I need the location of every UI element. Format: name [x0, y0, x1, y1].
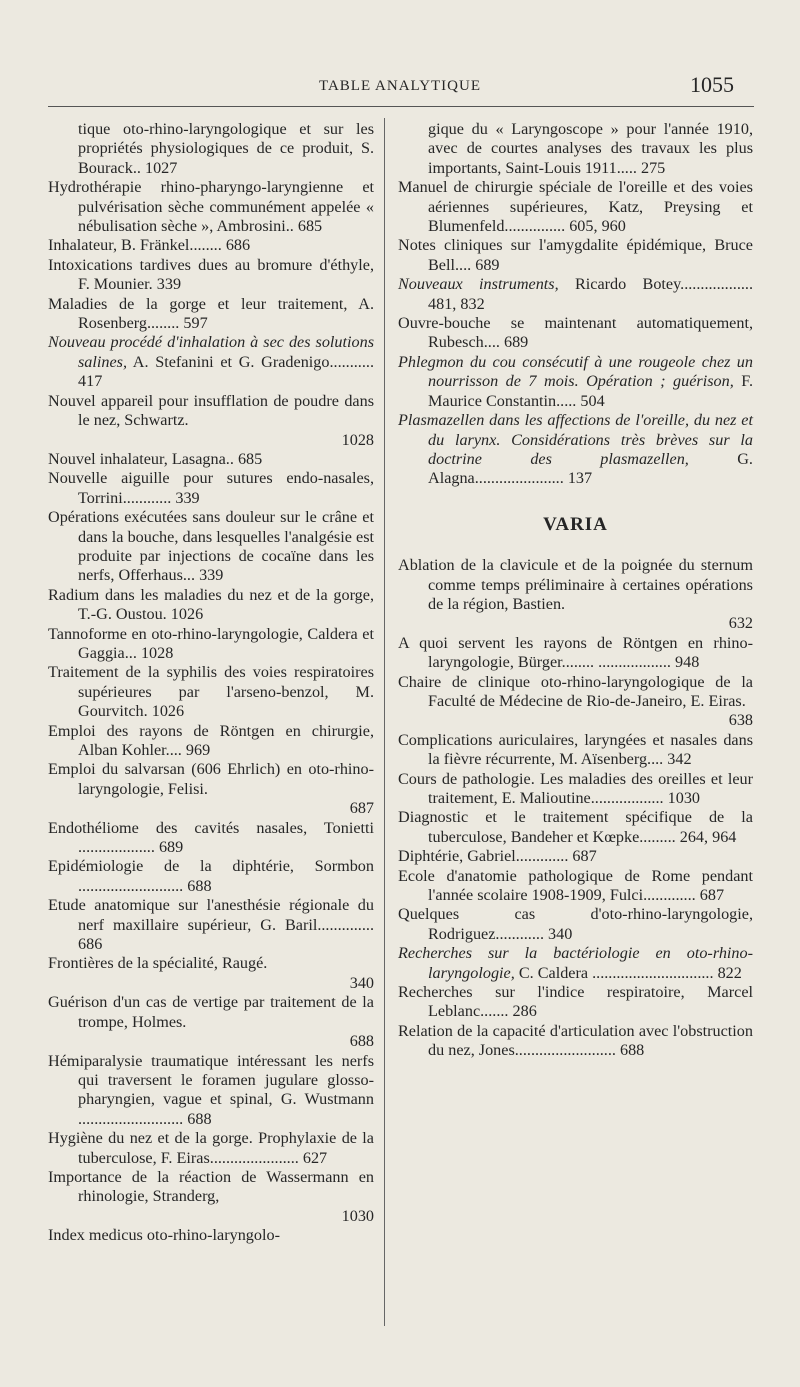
entry-text: Radium dans les maladies du nez et de la gorge, T.-G. Oustou. — [48, 585, 374, 624]
entry-page-ref: 969 — [185, 741, 211, 759]
entry-page-ref: 688 — [619, 1041, 645, 1060]
entry-page-ref: 688 — [349, 1032, 374, 1051]
entry-page-ref: 686 — [225, 236, 251, 255]
entry-page-ref: 689 — [158, 838, 184, 857]
entry-page-ref: 689 — [475, 255, 500, 274]
index-entry — [398, 731, 753, 770]
entry-page-ref: 417 — [78, 372, 103, 391]
entry-page-ref: 275 — [640, 158, 666, 177]
right-column-entries — [398, 120, 753, 489]
entry-text: G. Alagna...................... — [428, 449, 753, 488]
index-entry — [48, 819, 374, 858]
index-entry — [398, 808, 753, 847]
section-heading-varia: VARIA — [543, 513, 608, 535]
index-entry — [48, 857, 374, 896]
index-entry — [48, 178, 374, 236]
entry-text: Emploi du salvarsan (606 Ehrlich) en oto-rhino-laryngologie, Felisi. — [48, 760, 374, 798]
entry-text: A. Stefanini et G. Gradenigo........... — [127, 352, 374, 371]
entry-text: Nouvelle aiguille pour sutures endo-nasales, Torrini............ — [48, 469, 374, 507]
entry-text: F. Maurice Constantin..... — [428, 372, 753, 410]
entry-text: Index medicus oto-rhino-laryngolo- — [48, 1226, 280, 1245]
entry-page-ref: 339 — [175, 488, 200, 507]
entry-title-italic: Recherches sur la bactériologie en oto-rhino-laryngologie, — [398, 944, 753, 982]
entry-text: Tannoforme en oto-rhino-laryngologie, Caldera et Gaggia... — [48, 624, 374, 662]
entry-page-ref: 685 — [297, 217, 323, 236]
entry-text: Quelques cas d'oto-rhino-laryngologie, Rodriguez............ — [398, 905, 753, 943]
index-entry — [398, 411, 753, 489]
entry-text: Importance de la réaction de Wassermann en rhinologie, Stranderg, — [48, 1167, 374, 1206]
index-entry — [398, 983, 753, 1022]
column-divider — [384, 118, 385, 1326]
entry-page-ref: 686 — [78, 935, 103, 954]
entry-text: Nouvel appareil pour insufflation de poudre dans le nez, Schwartz. — [48, 391, 374, 430]
entry-page-ref: 137 — [567, 469, 593, 488]
page-number: 1055 — [690, 72, 734, 97]
entry-page-ref: 597 — [183, 314, 208, 333]
index-entry — [48, 256, 374, 295]
index-entry — [48, 1129, 374, 1168]
entry-title-italic: Nouveau procédé d'inhalation à sec des solutions salines, — [48, 333, 374, 371]
entry-text: Epidémiologie de la diphtérie, Sormbon .......................... — [48, 857, 374, 895]
index-entry — [398, 1022, 753, 1061]
entry-text: Opérations exécutées sans douleur sur le crâne et dans la bouche, dans lesquelles l'analgésie est produite par injections de cocaïne dans les nerfs, Offerhaus... — [48, 508, 374, 585]
entry-page-ref: 340 — [548, 924, 573, 943]
entry-page-ref: 689 — [503, 333, 529, 352]
entry-text: Traitement de la syphilis des voies respiratoires supérieures par l'arseno-benzol, M. Gourvitch. — [48, 663, 374, 721]
index-entry — [48, 586, 374, 625]
entry-page-ref: 687 — [349, 799, 374, 818]
entry-text: Cours de pathologie. Les maladies des oreilles et leur traitement, E. Malioutine.................. — [398, 769, 753, 807]
index-entry — [48, 469, 374, 508]
header-rule — [48, 106, 754, 107]
left-column — [48, 120, 374, 1246]
entry-page-ref: 342 — [667, 750, 692, 769]
index-entry — [398, 314, 753, 353]
entry-text: Diphtérie, Gabriel............. — [398, 847, 569, 866]
index-entry — [48, 392, 374, 450]
entry-page-ref: 1028 — [140, 643, 174, 662]
entry-page-ref: 687 — [572, 847, 597, 866]
index-entry — [48, 508, 374, 586]
index-entry — [48, 1168, 374, 1226]
entry-text: Intoxications tardives dues au bromure d'éthyle, F. Mounier. — [48, 255, 374, 294]
entry-page-ref: 605, 960 — [569, 217, 626, 236]
entry-text: Ouvre-bouche se maintenant automatiquement, Rubesch.... — [398, 314, 753, 352]
entry-text: Chaire de clinique oto-rhino-laryngologique de la Faculté de Médecine de Rio-de-Janeiro, E. Eiras. — [398, 672, 753, 710]
index-entry — [398, 944, 753, 983]
index-entry — [398, 353, 753, 411]
index-entry — [398, 905, 753, 944]
entry-page-ref: 638 — [728, 711, 753, 730]
entry-page-ref: 688 — [187, 1109, 212, 1128]
index-entry — [398, 847, 753, 866]
index-entry — [398, 770, 753, 809]
entry-text: Emploi des rayons de Röntgen en chirurgie, Alban Kohler.... — [48, 721, 374, 759]
index-entry — [398, 275, 753, 314]
entry-page-ref: 1030 — [667, 789, 700, 807]
entry-page-ref: 481, 832 — [428, 294, 485, 313]
entry-title-italic: Phlegmon du cou consécutif à une rougeole chez un nourrisson de 7 mois. Opération ; guérison, — [398, 352, 753, 391]
entry-page-ref: 1026 — [170, 605, 204, 624]
entry-page-ref: 688 — [187, 876, 212, 895]
entry-page-ref: 1026 — [151, 702, 185, 721]
index-entry — [398, 178, 753, 236]
index-entry — [398, 673, 753, 731]
entry-page-ref: 687 — [699, 886, 725, 905]
index-entry — [48, 333, 374, 391]
entry-text: C. Caldera .............................. — [514, 963, 714, 982]
entry-text: Manuel de chirurgie spéciale de l'oreille et des voies aériennes supérieures, Katz, Preysing et Blumenfeld............... — [398, 178, 753, 236]
index-entry — [48, 1052, 374, 1130]
index-entry — [48, 625, 374, 664]
index-entry — [48, 1226, 374, 1245]
entry-text: Ablation de la clavicule et de la poignée du sternum comme temps préliminaire à certaines opérations de la région, Bastien. — [398, 556, 753, 613]
entry-page-ref: 286 — [512, 1002, 537, 1021]
entry-page-ref: 339 — [199, 566, 224, 585]
entry-text: Frontières de la spécialité, Raugé. — [48, 954, 268, 973]
entry-page-ref: 1030 — [341, 1206, 374, 1225]
entry-text: Hémiparalysie traumatique intéressant les nerfs qui traversent le foramen jugulare glosso-pharyngien, vague et spinal, G. Wustmann .......................... — [48, 1051, 374, 1128]
entry-text: Maladies de la gorge et leur traitement, A. Rosenberg........ — [48, 294, 374, 333]
index-entry — [48, 760, 374, 818]
entry-text: Hydrothérapie rhino-pharyngo-laryngienne et pulvérisation sèche communément appelée « nébulisation sèche », Ambrosini.. — [48, 178, 374, 236]
entry-text: Recherches sur l'indice respiratoire, Marcel Leblanc....... — [398, 983, 753, 1021]
index-entry — [48, 896, 374, 954]
running-header: TABLE ANALYTIQUE — [318, 78, 482, 94]
varia-entries — [398, 556, 753, 1061]
entry-text: Relation de la capacité d'articulation avec l'obstruction du nez, Jones......................... — [398, 1021, 753, 1060]
entry-page-ref: 632 — [728, 614, 753, 633]
entry-page-ref: 264, 964 — [679, 827, 737, 846]
entry-text: Nouvel inhalateur, Lasagna.. — [48, 449, 234, 468]
entry-page-ref: 948 — [675, 653, 700, 672]
index-entry — [48, 295, 374, 334]
index-entry — [398, 120, 753, 178]
entry-text: Hygiène du nez et de la gorge. Prophylaxie de la tuberculose, F. Eiras...................... — [48, 1129, 374, 1167]
entry-text: Notes cliniques sur l'amygdalite épidémique, Bruce Bell.... — [398, 236, 753, 274]
index-entry — [398, 556, 753, 634]
index-entry — [48, 954, 374, 993]
entry-title-italic: Nouveaux instruments, — [398, 275, 559, 294]
entry-text: Diagnostic et le traitement spécifique de la tuberculose, Bandeher et Kœpke......... — [398, 808, 753, 846]
right-column — [398, 120, 753, 1061]
entry-text: Ricardo Botey.................. — [558, 275, 754, 294]
entry-text: A quoi servent les rayons de Röntgen en rhino-laryngologie, Bürger........ .................. — [398, 633, 753, 672]
index-entry — [48, 236, 374, 255]
index-entry — [398, 634, 753, 673]
index-entry — [398, 236, 753, 275]
entry-text: Etude anatomique sur l'anesthésie régionale du nerf maxillaire supérieur, G. Baril.............. — [48, 896, 374, 934]
entry-page-ref: 340 — [349, 973, 374, 992]
entry-page-ref: 1027 — [144, 158, 178, 177]
entry-text: Guérison d'un cas de vertige par traitement de la trompe, Holmes. — [48, 993, 374, 1031]
index-entry — [48, 722, 374, 761]
entry-text: tique oto-rhino-laryngologique et sur les propriétés physiologiques de ce produit, S. Bourack.. — [78, 120, 374, 177]
index-entry — [48, 120, 374, 178]
entry-text: Endothéliome des cavités nasales, Tonietti ................... — [48, 818, 374, 857]
index-entry — [48, 450, 374, 469]
entry-page-ref: 339 — [156, 275, 182, 294]
entry-page-ref: 504 — [580, 391, 605, 410]
entry-title-italic: Plasmazellen dans les affections de l'oreille, du nez et du larynx. Considérations très brèves sur la doctrine des plasmazellen, — [398, 411, 753, 468]
entry-text: gique du « Laryngoscope » pour l'année 1910, avec de courtes analyses des travaux les plus importants, Saint-Louis 1911..... — [428, 120, 753, 177]
index-entry — [48, 663, 374, 721]
entry-page-ref: 1028 — [341, 430, 374, 449]
index-entry — [398, 867, 753, 906]
index-entry — [48, 993, 374, 1051]
entry-text: Inhalateur, B. Fränkel........ — [48, 236, 222, 255]
entry-text: Ecole d'anatomie pathologique de Rome pendant l'année scolaire 1908-1909, Fulci............. — [398, 866, 753, 905]
entry-page-ref: 822 — [717, 963, 742, 982]
entry-page-ref: 627 — [302, 1148, 328, 1167]
entry-text: Complications auriculaires, laryngées et nasales dans la fièvre récurrente, M. Aïsenberg.... — [398, 730, 753, 769]
entry-page-ref: 685 — [237, 449, 263, 468]
